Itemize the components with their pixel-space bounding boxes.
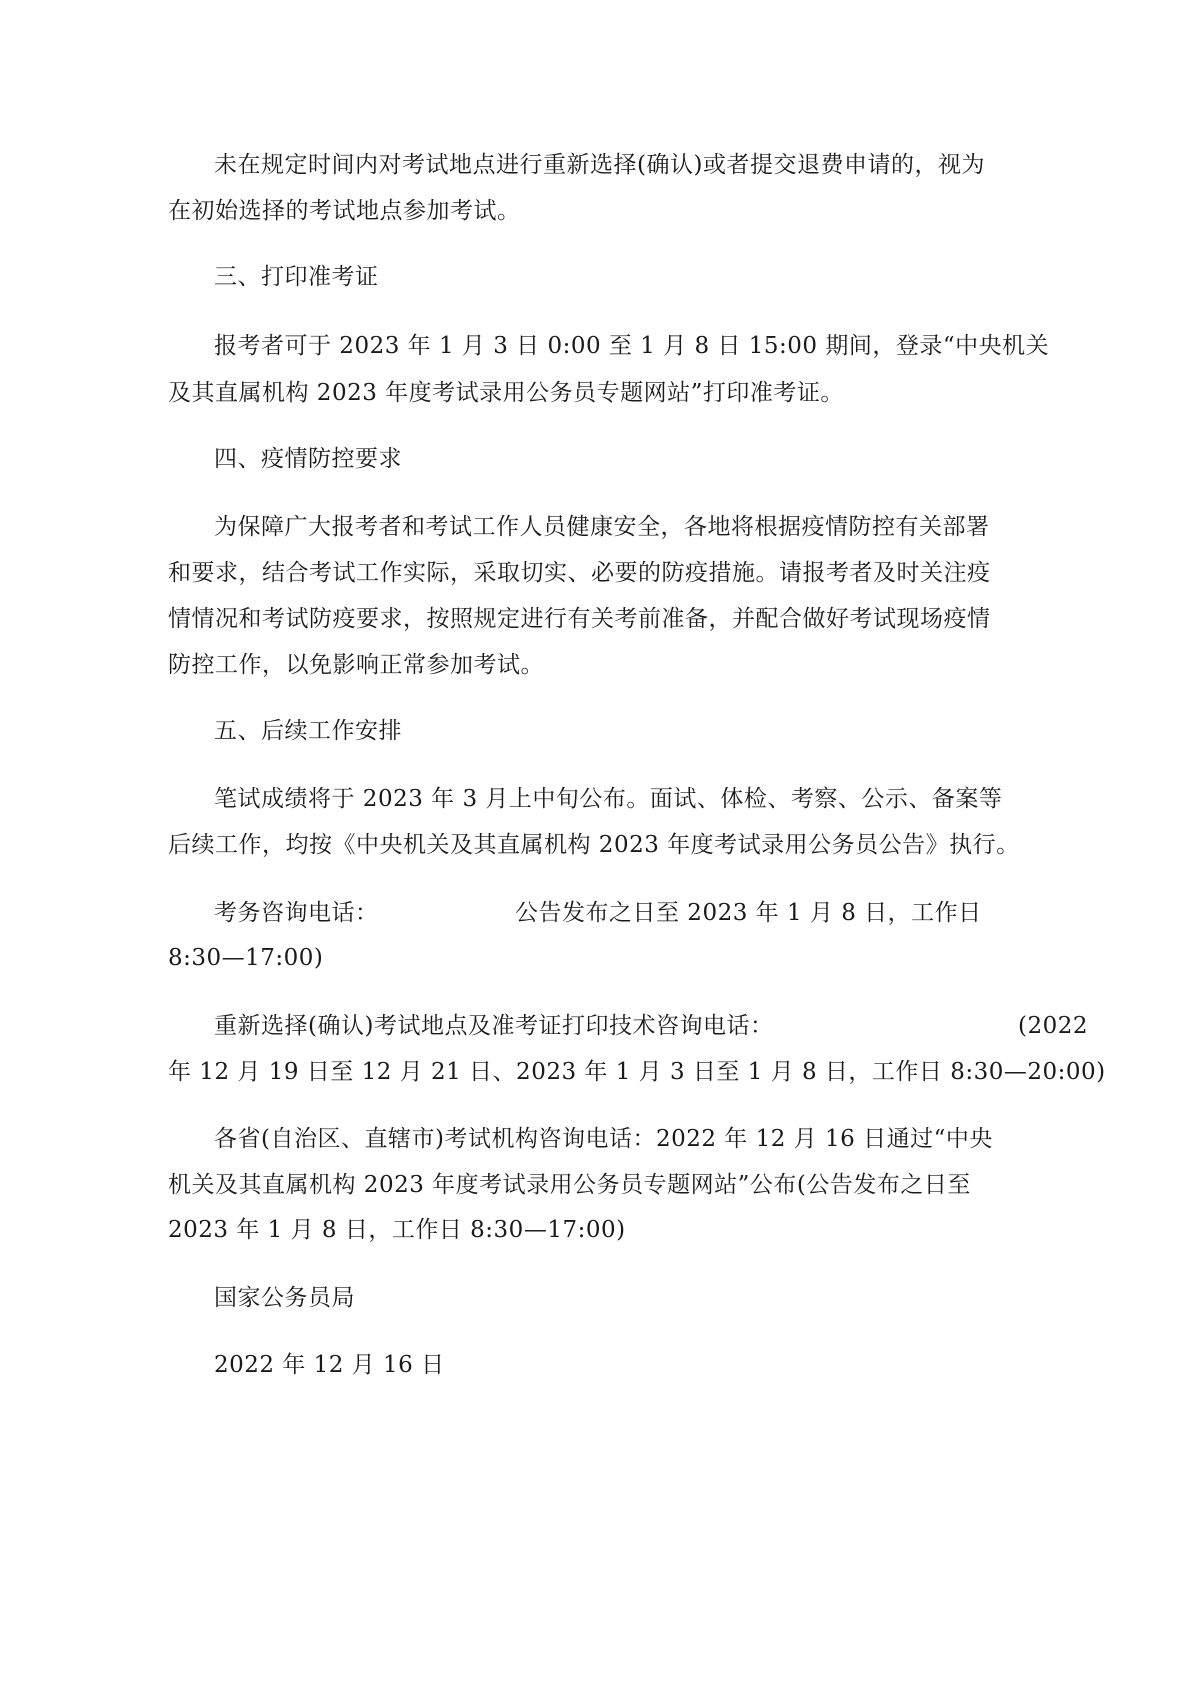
section-heading: 三、打印准考证 — [214, 264, 379, 290]
paragraph-line: 在初始选择的考试地点参加考试。 — [168, 198, 521, 224]
paragraph-line: 笔试成绩将于 2023 年 3 月上中旬公布。面试、体检、考察、公示、备案等 — [214, 786, 1003, 812]
section-heading: 四、疫情防控要求 — [214, 446, 402, 472]
paragraph-line: 8:30—17:00) — [168, 945, 324, 971]
paragraph-line: 2023 年 1 月 8 日，工作日 8:30—17:00) — [168, 1217, 626, 1243]
paragraph-line: 年 12 月 19 日至 12 月 21 日、2023 年 1 月 3 日至 1 月 8 日，工作日 8:30—20:00) — [168, 1059, 1106, 1085]
paragraph-line: 后续工作，均按《中央机关及其直属机构 2023 年度考试录用公务员公告》执行。 — [168, 832, 1020, 858]
section-heading: 五、后续工作安排 — [214, 718, 402, 744]
contact-label: 考务咨询电话： — [214, 900, 379, 926]
paragraph-line: 防控工作，以免影响正常参加考试。 — [168, 652, 544, 678]
document-date: 2022 年 12 月 16 日 — [214, 1352, 445, 1378]
paragraph-line: 情情况和考试防疫要求，按照规定进行有关考前准备，并配合做好考试现场疫情 — [168, 606, 991, 632]
contact-detail: (2022 — [1018, 1013, 1089, 1039]
paragraph-line: 各省(自治区、直辖市)考试机构咨询电话：2022 年 12 月 16 日通过“中央 — [214, 1126, 993, 1152]
signature: 国家公务员局 — [214, 1285, 355, 1311]
paragraph-line: 为保障广大报考者和考试工作人员健康安全，各地将根据疫情防控有关部署 — [214, 514, 990, 540]
contact-label: 重新选择(确认)考试地点及准考证打印技术咨询电话： — [214, 1013, 774, 1039]
paragraph-line: 机关及其直属机构 2023 年度考试录用公务员专题网站”公布(公告发布之日至 — [168, 1172, 971, 1198]
paragraph-line: 未在规定时间内对考试地点进行重新选择(确认)或者提交退费申请的，视为 — [214, 152, 985, 178]
paragraph-line: 报考者可于 2023 年 1 月 3 日 0:00 至 1 月 8 日 15:00 期间，登录“中央机关 — [214, 333, 1050, 359]
paragraph-line: 及其直属机构 2023 年度考试录用公务员专题网站”打印准考证。 — [168, 380, 844, 406]
contact-detail: 公告发布之日至 2023 年 1 月 8 日，工作日 — [515, 900, 982, 926]
paragraph-line: 和要求，结合考试工作实际，采取切实、必要的防疫措施。请报考者及时关注疫 — [168, 560, 991, 586]
